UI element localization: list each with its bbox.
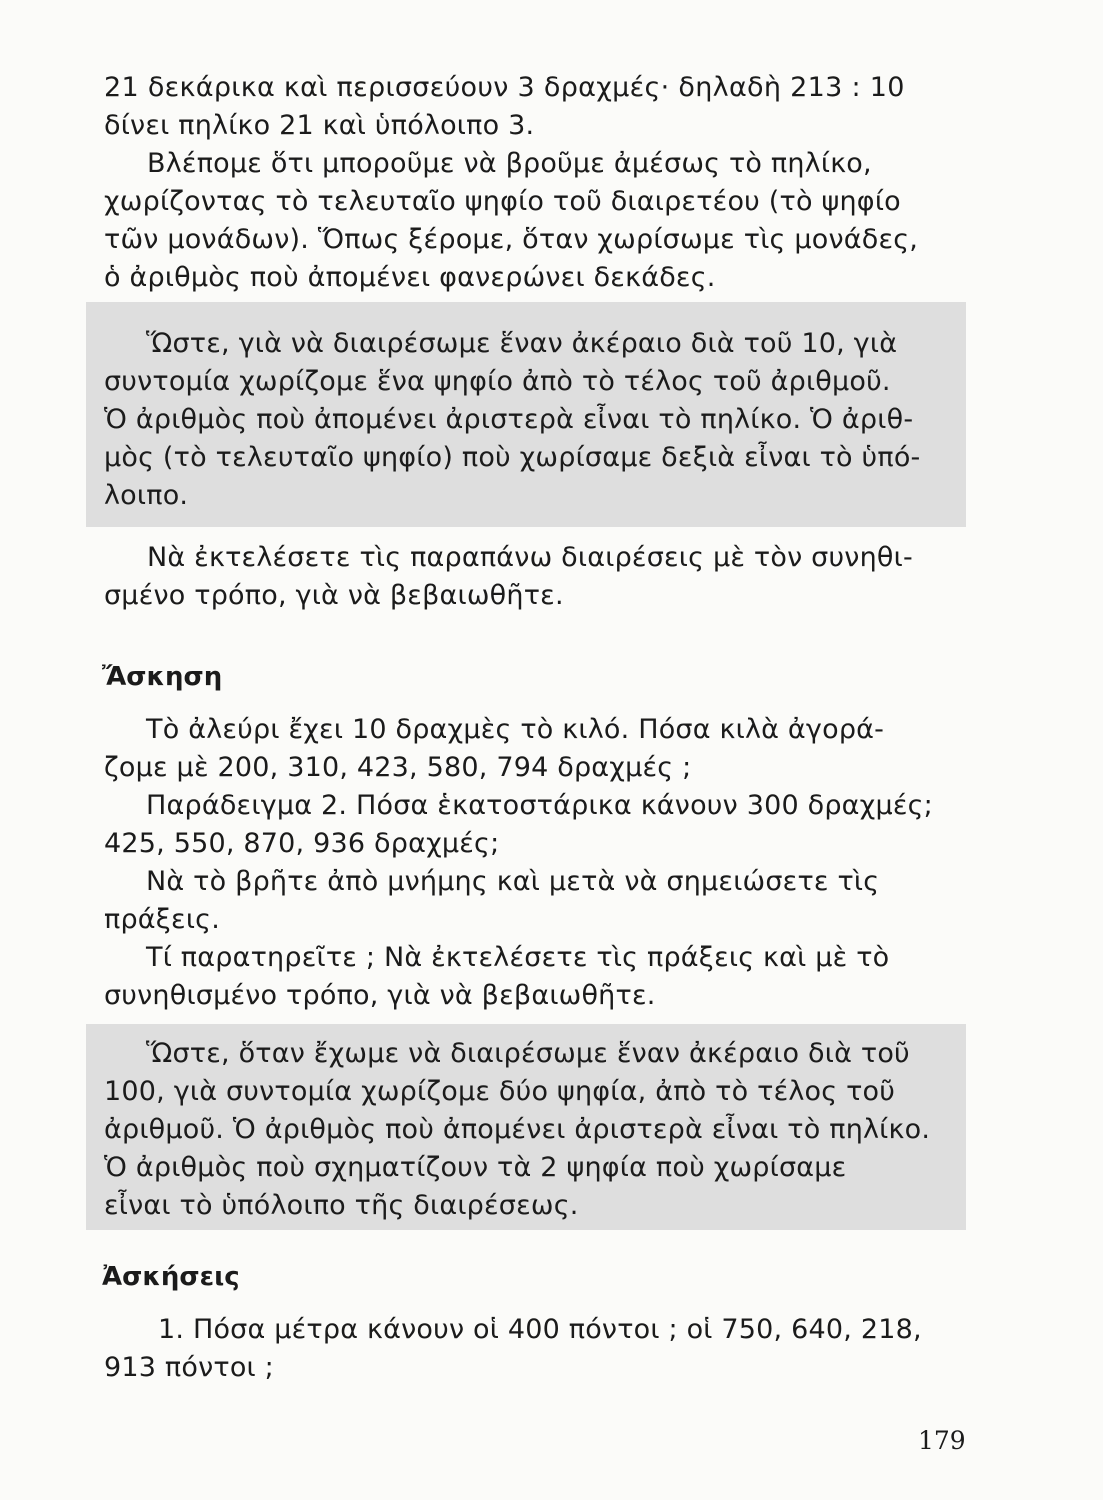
rule-1-line-5: λοιπο.	[104, 480, 189, 511]
rule-2-line-2: 100, γιὰ συντομία χωρίζομε δύο ψηφία, ἀπὸ τὸ τέλος τοῦ	[104, 1076, 896, 1107]
rule-1-line-2: συντομία χωρίζομε ἕνα ψηφίο ἀπὸ τὸ τέλος τοῦ ἀριθμοῦ.	[104, 366, 891, 397]
rule-1-line-4: μὸς (τὸ τελευταῖο ψηφίο) ποὺ χωρίσαμε δεξιὰ εἶναι τὸ ὑπό-	[104, 442, 921, 473]
exercise-line-7: Τί παρατηρεῖτε ; Νὰ ἐκτελέσετε τὶς πράξεις καὶ μὲ τὸ	[146, 942, 890, 973]
page-number: 179	[918, 1426, 966, 1455]
rule-box-1-text	[104, 330, 964, 530]
intro-line-1: 21 δεκάρικα καὶ περισσεύουν 3 δραχμές· δηλαδὴ 213 : 10	[104, 72, 905, 103]
rule-2-line-5: εἶναι τὸ ὑπόλοιπο τῆς διαιρέσεως.	[104, 1190, 579, 1221]
exercises-line-2: 913 πόντοι ;	[104, 1352, 274, 1383]
explanation-line-1: Βλέπομε ὅτι μποροῦμε νὰ βροῦμε ἀμέσως τὸ πηλίκο,	[147, 148, 872, 179]
exercise-line-5: Νὰ τὸ βρῆτε ἀπὸ μνήμης καὶ μετὰ νὰ σημειώσετε τὶς	[146, 866, 880, 897]
rule-2-line-4: Ὁ ἀριθμὸς ποὺ σχηματίζουν τὰ 2 ψηφία ποὺ χωρίσαμε	[104, 1152, 847, 1183]
exercise-line-3: Παράδειγμα 2. Πόσα ἑκατοστάρικα κάνουν 300 δραχμές;	[146, 790, 933, 821]
exercise-line-1: Τὸ ἀλεύρι ἔχει 10 δραχμὲς τὸ κιλό. Πόσα κιλὰ ἀγορά-	[146, 714, 885, 745]
rule-2-line-3: ἀριθμοῦ. Ὁ ἀριθμὸς ποὺ ἀπομένει ἀριστερὰ εἶναι τὸ πηλίκο.	[104, 1114, 931, 1145]
exercises-heading: Ἀσκήσεις	[102, 1262, 240, 1292]
rule-box-2-text	[104, 1040, 964, 1240]
exercise-line-6: πράξεις.	[104, 904, 221, 935]
explanation-line-2: χωρίζοντας τὸ τελευταῖο ψηφίο τοῦ διαιρετέου (τὸ ψηφίο	[104, 186, 901, 217]
intro-line-2: δίνει πηλίκο 21 καὶ ὑπόλοιπο 3.	[104, 110, 535, 141]
exercise-paragraph	[104, 714, 964, 1011]
exercises-line-1: 1. Πόσα μέτρα κάνουν οἱ 400 πόντοι ; οἱ 750, 640, 218,	[158, 1314, 922, 1345]
explanation-paragraph	[104, 112, 964, 292]
verify-paragraph	[104, 544, 964, 624]
verify-line-2: σμένο τρόπο, γιὰ νὰ βεβαιωθῆτε.	[104, 580, 564, 611]
exercise-heading: Ἄσκηση	[102, 662, 223, 692]
exercises-list	[104, 1316, 964, 1406]
exercise-line-2: ζομε μὲ 200, 310, 423, 580, 794 δραχμές ;	[104, 752, 692, 783]
verify-line-1: Νὰ ἐκτελέσετε τὶς παραπάνω διαιρέσεις μὲ τὸν συνηθι-	[147, 542, 913, 573]
rule-1-line-3: Ὁ ἀριθμὸς ποὺ ἀπομένει ἀριστερὰ εἶναι τὸ πηλίκο. Ὁ ἀριθ-	[104, 404, 914, 435]
rule-1-line-1: Ὥστε, γιὰ νὰ διαιρέσωμε ἕναν ἀκέραιο διὰ τοῦ 10, γιὰ	[146, 328, 898, 359]
explanation-line-4: ὁ ἀριθμὸς ποὺ ἀπομένει φανερώνει δεκάδες.	[104, 262, 716, 293]
exercise-line-4: 425, 550, 870, 936 δραχμές;	[104, 828, 500, 859]
rule-2-line-1: Ὥστε, ὅταν ἔχωμε νὰ διαιρέσωμε ἕναν ἀκέραιο διὰ τοῦ	[146, 1038, 910, 1069]
exercise-line-8: συνηθισμένο τρόπο, γιὰ νὰ βεβαιωθῆτε.	[104, 980, 656, 1011]
explanation-line-3: τῶν μονάδων). Ὅπως ξέρομε, ὅταν χωρίσωμε τὶς μονάδες,	[104, 224, 919, 255]
